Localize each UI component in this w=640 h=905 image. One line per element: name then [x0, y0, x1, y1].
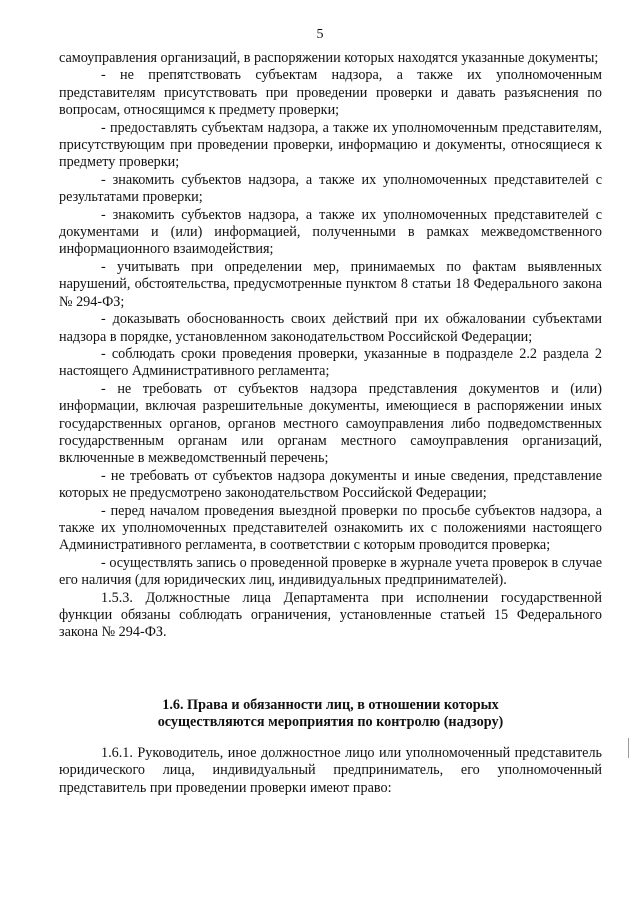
list-item: - перед началом проведения выездной проверки по просьбе субъектов надзора, а также их уполномоченных представителей ознакомить их с положениями настоящего Административного регламента, в соответствии с которым проводится проверка;	[59, 502, 602, 554]
scan-margin-mark	[628, 738, 629, 758]
section-heading	[59, 697, 602, 732]
list-item: - осуществлять запись о проведенной проверке в журнале учета проверок в случае его наличия (для юридических лиц, индивидуальных предпринимателей).	[59, 554, 602, 589]
section-body	[59, 745, 602, 797]
list-item: - предоставлять субъектам надзора, а также их уполномоченным представителям, присутствующим при проведении проверки, информацию и документы, относящиеся к предмету проверки;	[59, 119, 602, 171]
list-item: - соблюдать сроки проведения проверки, указанные в подразделе 2.2 раздела 2 настоящего Административного регламента;	[59, 345, 602, 380]
list-item: - знакомить субъектов надзора, а также их уполномоченных представителей с результатами проверки;	[59, 171, 602, 206]
body-text	[59, 50, 602, 642]
page-number: 5	[316, 27, 324, 42]
section-heading-line: 1.6. Права и обязанности лиц, в отношении которых	[162, 697, 499, 713]
clause-paragraph: 1.5.3. Должностные лица Департамента при исполнении государственной функции обязаны соблюдать ограничения, установленные статьей 15 Федерального закона № 294-ФЗ.	[59, 589, 602, 641]
clause-paragraph: 1.6.1. Руководитель, иное должностное лицо или уполномоченный представитель юридического лица, индивидуальный предприниматель, его уполномоченный представитель при проведении проверки имеют право:	[59, 745, 602, 796]
list-item: - знакомить субъектов надзора, а также их уполномоченных представителей с документами и (или) информацией, полученными в рамках межведомственного информационного взаимодействия;	[59, 206, 602, 258]
section-heading-line: осуществляются мероприятия по контролю (надзору)	[157, 714, 504, 731]
list-item: - учитывать при определении мер, принимаемых по фактам выявленных нарушений, обстоятельства, предусмотренные пунктом 8 статьи 18 Федерального закона № 294-ФЗ;	[59, 258, 602, 310]
list-item: - не требовать от субъектов надзора представления документов и (или) информации, включая разрешительные документы, имеющиеся в распоряжении иных государственных органов, органов местного самоуправления либо подведомственных государственным органам или органам местного самоуправления организаций, включенные в межведомственный перечень;	[59, 380, 602, 467]
list-item: - не препятствовать субъектам надзора, а также их уполномоченным представителям присутствовать при проведении проверки и давать разъяснения по вопросам, относящимся к предмету проверки;	[59, 67, 602, 119]
list-item: - доказывать обоснованность своих действий при их обжаловании субъектами надзора в порядке, установленном законодательством Российской Федерации;	[59, 311, 602, 345]
paragraph-continuation: самоуправления организаций, в распоряжении которых находятся указанные документы;	[59, 50, 599, 66]
list-item: - не требовать от субъектов надзора документы и иные сведения, представление которых не предусмотрено законодательством Российской Федерации;	[59, 467, 602, 502]
